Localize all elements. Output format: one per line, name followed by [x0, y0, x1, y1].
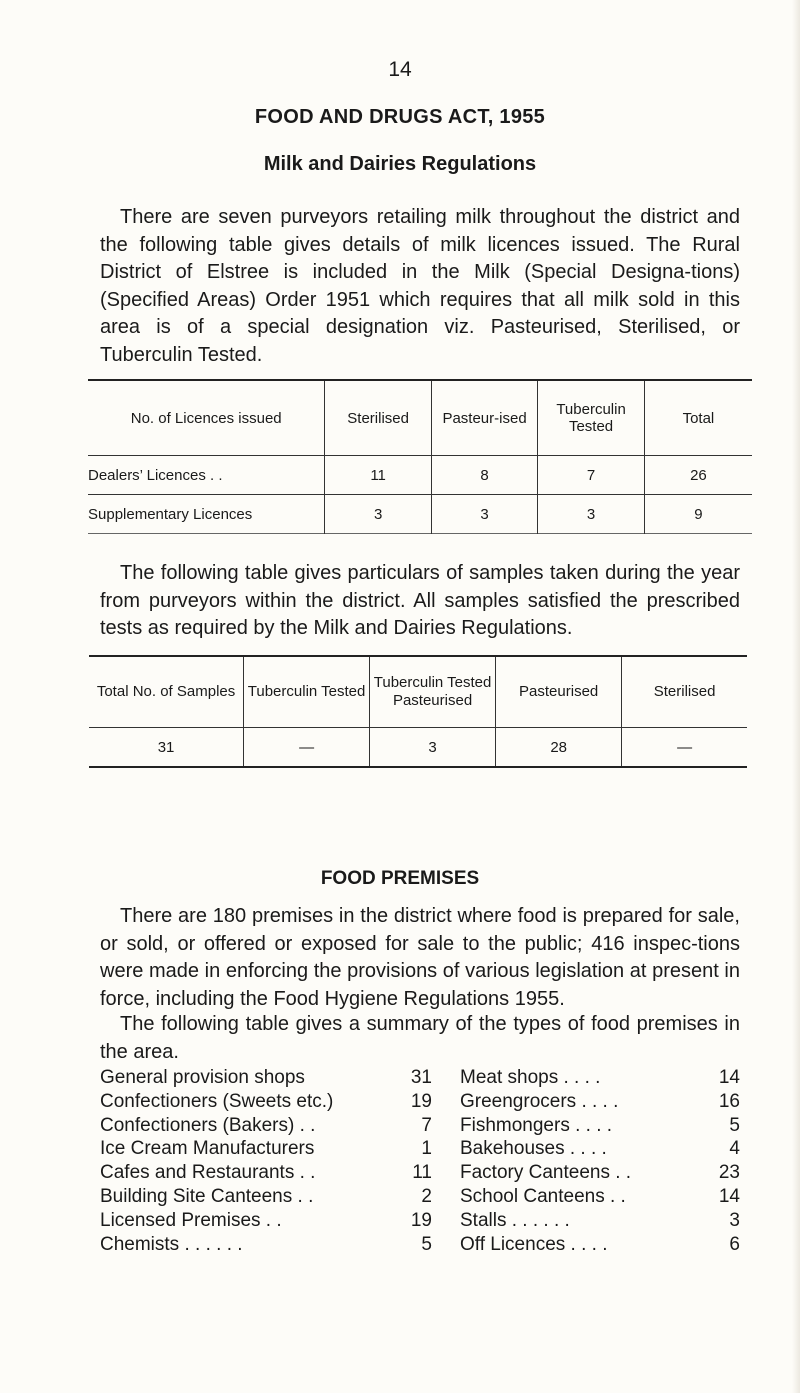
header-sterilised: Sterilised	[325, 380, 431, 456]
list-item	[100, 1233, 432, 1257]
list-item	[460, 1066, 740, 1090]
premises-type: Fishmongers . . . .	[460, 1114, 613, 1136]
row-label: Dealers’ Licences . .	[88, 456, 325, 495]
summary-paragraph	[100, 1011, 740, 1066]
premises-type: Confectioners (Sweets etc.)	[100, 1090, 334, 1112]
premises-count: 19	[410, 1090, 432, 1112]
table-row	[89, 728, 747, 768]
section-subtitle: Milk and Dairies Regulations	[263, 153, 537, 175]
cell-sterilised: —	[622, 728, 747, 768]
premises-type: Chemists . . . . . .	[100, 1233, 243, 1255]
list-item	[460, 1161, 740, 1185]
header-pasteurised: Pasteurised	[496, 656, 622, 728]
list-item	[100, 1185, 432, 1209]
list-item	[100, 1090, 432, 1114]
header-total: Total	[644, 380, 752, 456]
premises-paragraph	[100, 903, 740, 1013]
premises-count: 3	[729, 1209, 740, 1231]
list-item	[460, 1185, 740, 1209]
premises-list-right	[460, 1066, 740, 1256]
licences-header-row	[88, 380, 752, 456]
cell-total-samples: 31	[157, 738, 175, 756]
page-title: FOOD AND DRUGS ACT, 1955	[254, 106, 546, 128]
cell-sterilised: 3	[325, 495, 431, 534]
samples-table	[89, 655, 747, 768]
cell-sterilised: 11	[325, 456, 431, 495]
intro-paragraph	[100, 204, 740, 369]
header-tuberculin-tested: Tuberculin Tested	[538, 380, 645, 456]
table-row	[88, 495, 752, 534]
list-item	[100, 1137, 432, 1161]
table-row	[88, 456, 752, 495]
premises-count: 11	[412, 1162, 432, 1184]
intro-paragraph-text: There are seven purveyors retailing milk throughout the district and the following table gives details of milk licences issued. The Rural District of Elstree is included in the Milk (Special Designa-tions) (Specified Areas) Order 1951 which requires that all milk sold in this area is of a special designation viz. Pasteurised, Sterilised, or Tuberculin Tested.	[100, 206, 740, 366]
premises-count: 31	[410, 1067, 432, 1088]
header-sterilised: Sterilised	[622, 656, 747, 728]
cell-total: 26	[644, 456, 752, 495]
premises-count: 1	[421, 1138, 432, 1160]
samples-paragraph-text: The following table gives particulars of samples taken during the year from purveyors within the district. All samples satisfied the prescribed tests as required by the Milk and Dairies Regulations.	[100, 562, 740, 639]
list-item	[460, 1137, 740, 1161]
premises-type: Cafes and Restaurants . .	[100, 1162, 316, 1184]
premises-count: 5	[421, 1233, 432, 1255]
licences-table	[88, 379, 752, 534]
premises-count: 4	[729, 1138, 740, 1160]
list-item	[100, 1161, 432, 1185]
list-item	[460, 1209, 740, 1233]
list-item	[100, 1209, 432, 1233]
row-label: Supplementary Licences	[88, 505, 253, 523]
summary-paragraph-text: The following table gives a summary of the types of food premises in the area.	[100, 1013, 740, 1063]
cell-pasteurised: 8	[431, 456, 537, 495]
food-premises-heading: FOOD PREMISES	[320, 868, 480, 889]
premises-count: 23	[718, 1162, 740, 1184]
premises-count: 6	[729, 1233, 740, 1255]
premises-type: School Canteens . .	[460, 1185, 626, 1207]
premises-type: Greengrocers . . . .	[460, 1090, 619, 1112]
premises-type: Off Licences . . . .	[460, 1233, 608, 1255]
cell-tuberculin-tested-pasteurised: 3	[370, 728, 496, 768]
premises-count: 14	[718, 1185, 740, 1207]
premises-type: Factory Canteens . .	[460, 1162, 632, 1184]
list-item	[460, 1090, 740, 1114]
premises-type: Meat shops . . . .	[460, 1067, 601, 1088]
premises-count: 14	[718, 1067, 740, 1088]
page-edge-shadow	[792, 0, 800, 1393]
premises-type: Building Site Canteens . .	[100, 1185, 314, 1207]
list-item	[100, 1114, 432, 1138]
premises-type: Ice Cream Manufacturers	[100, 1138, 315, 1160]
header-tuberculin-tested-pasteurised: Tuberculin Tested Pasteurised	[370, 656, 496, 728]
header-pasteurised: Pasteur-ised	[431, 380, 537, 456]
premises-count: 19	[410, 1209, 432, 1231]
cell-tuberculin: 7	[538, 456, 645, 495]
list-item	[100, 1066, 432, 1090]
premises-count: 5	[729, 1114, 740, 1136]
cell-tuberculin-tested: —	[244, 728, 370, 768]
page-number: 14	[388, 58, 412, 81]
premises-type: Confectioners (Bakers) . .	[100, 1114, 316, 1136]
premises-count: 7	[421, 1114, 432, 1136]
premises-count: 2	[421, 1185, 432, 1207]
list-item	[460, 1114, 740, 1138]
header-licences-issued: No. of Licences issued	[88, 380, 325, 456]
list-item	[460, 1233, 740, 1257]
samples-header-row	[89, 656, 747, 728]
premises-list-left	[100, 1066, 432, 1256]
premises-type: Stalls . . . . . .	[460, 1209, 570, 1231]
premises-count: 16	[718, 1090, 740, 1112]
cell-pasteurised: 28	[496, 728, 622, 768]
header-total-samples: Total No. of Samples	[89, 656, 244, 728]
header-tuberculin-tested: Tuberculin Tested	[244, 656, 370, 728]
premises-type: General provision shops	[100, 1067, 305, 1088]
premises-paragraph-text: There are 180 premises in the district where food is prepared for sale, or sold, or offered or exposed for sale to the public; 416 inspec-tions were made in enforcing the provisions of various legislation at present in force, including the Food Hygiene Regulations 1955.	[100, 905, 740, 1010]
cell-tuberculin: 3	[538, 495, 645, 534]
cell-pasteurised: 3	[431, 495, 537, 534]
samples-paragraph	[100, 560, 740, 643]
cell-total: 9	[644, 495, 752, 534]
premises-type: Bakehouses . . . .	[460, 1138, 607, 1160]
premises-type: Licensed Premises . .	[100, 1209, 282, 1231]
